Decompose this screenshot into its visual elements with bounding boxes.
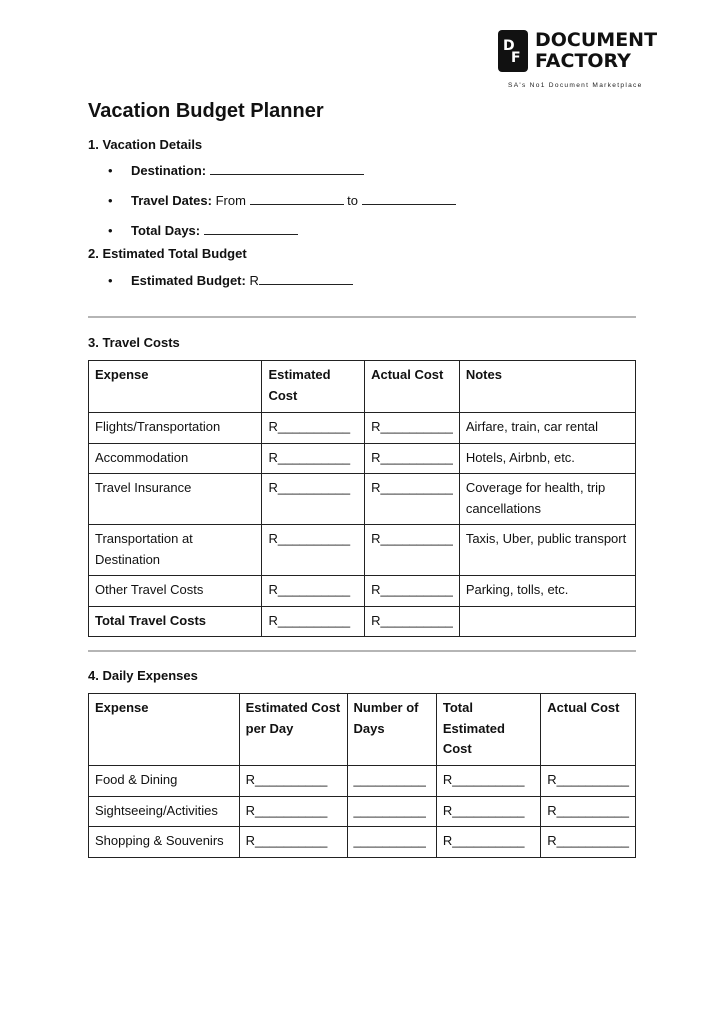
column-header: Actual Cost	[365, 361, 460, 413]
df-logo-icon	[498, 30, 528, 72]
estimated-budget-field[interactable]	[259, 272, 353, 285]
date-to-field[interactable]	[362, 192, 456, 205]
expense-cell: Other Travel Costs	[89, 576, 262, 607]
dates-from-text: From	[215, 193, 246, 208]
date-from-field[interactable]	[250, 192, 344, 205]
notes-cell: Parking, tolls, etc.	[459, 576, 635, 607]
column-header: Total Estimated Cost	[436, 694, 540, 766]
estimated-cost-cell[interactable]: R__________	[262, 606, 365, 637]
travel-costs-table	[88, 360, 636, 637]
table-row	[89, 827, 636, 858]
dates-to-text: to	[347, 193, 358, 208]
column-header: Expense	[89, 361, 262, 413]
table-row	[89, 796, 636, 827]
divider	[88, 650, 636, 652]
cost-per-day-cell[interactable]: R__________	[239, 827, 347, 858]
budget-list	[88, 266, 636, 296]
total-days-item	[88, 216, 636, 246]
destination-field[interactable]	[210, 162, 364, 175]
total-days-label: Total Days:	[131, 223, 201, 238]
table-row	[89, 413, 636, 444]
expense-cell: Food & Dining	[89, 766, 240, 797]
notes-cell: Hotels, Airbnb, etc.	[459, 443, 635, 474]
estimated-cost-cell[interactable]: R__________	[262, 413, 365, 444]
brand-name-line2: FACTORY	[535, 50, 631, 72]
document-body	[88, 96, 636, 858]
actual-cost-cell[interactable]: R__________	[541, 796, 636, 827]
travel-dates-label: Travel Dates:	[131, 193, 212, 208]
section-vacation-details-heading: 1. Vacation Details	[88, 137, 203, 152]
logo-letter-f: F	[511, 50, 521, 66]
expense-cell: Transportation at Destination	[89, 525, 262, 576]
notes-cell: Airfare, train, car rental	[459, 413, 635, 444]
column-header: Notes	[459, 361, 635, 413]
notes-cell: Taxis, Uber, public transport	[459, 525, 635, 576]
estimated-cost-cell[interactable]: R__________	[262, 525, 365, 576]
expense-cell: Shopping & Souvenirs	[89, 827, 240, 858]
total-travel-costs-label: Total Travel Costs	[89, 606, 262, 637]
actual-cost-cell[interactable]: R__________	[541, 766, 636, 797]
table-total-row	[89, 606, 636, 637]
table-row	[89, 474, 636, 525]
notes-cell: Coverage for health, trip cancellations	[459, 474, 635, 525]
estimated-budget-item	[88, 266, 636, 296]
brand-name	[535, 30, 657, 72]
travel-dates-item	[88, 186, 636, 216]
actual-cost-cell[interactable]: R__________	[365, 474, 460, 525]
daily-expenses-table	[88, 693, 636, 858]
actual-cost-cell[interactable]: R__________	[365, 525, 460, 576]
column-header: Actual Cost	[541, 694, 636, 766]
total-estimated-cost-cell[interactable]: R__________	[436, 766, 540, 797]
column-header: Estimated Cost	[262, 361, 365, 413]
destination-item	[88, 156, 636, 186]
divider	[88, 316, 636, 318]
column-header: Number of Days	[347, 694, 436, 766]
page-title: Vacation Budget Planner	[88, 100, 324, 122]
estimated-cost-cell[interactable]: R__________	[262, 576, 365, 607]
logo-letter-d: D	[503, 38, 515, 54]
cost-per-day-cell[interactable]: R__________	[239, 766, 347, 797]
actual-cost-cell[interactable]: R__________	[365, 413, 460, 444]
total-estimated-cost-cell[interactable]: R__________	[436, 827, 540, 858]
table-row	[89, 766, 636, 797]
table-row	[89, 525, 636, 576]
table-row	[89, 576, 636, 607]
section-travel-costs-heading: 3. Travel Costs	[88, 335, 180, 350]
cost-per-day-cell[interactable]: R__________	[239, 796, 347, 827]
vacation-details-list	[88, 156, 636, 246]
expense-cell: Accommodation	[89, 443, 262, 474]
table-row	[89, 443, 636, 474]
expense-cell: Sightseeing/Activities	[89, 796, 240, 827]
section-daily-expenses-heading: 4. Daily Expenses	[88, 668, 198, 683]
actual-cost-cell[interactable]: R__________	[541, 827, 636, 858]
brand-tagline: SA's No1 Document Marketplace	[508, 82, 643, 89]
section-budget-heading: 2. Estimated Total Budget	[88, 246, 247, 261]
number-of-days-cell[interactable]: __________	[347, 827, 436, 858]
table-header-row	[89, 694, 636, 766]
expense-cell: Travel Insurance	[89, 474, 262, 525]
table-header-row	[89, 361, 636, 413]
budget-currency: R	[249, 273, 259, 288]
total-days-field[interactable]	[204, 222, 298, 235]
column-header: Expense	[89, 694, 240, 766]
brand-name-line1: DOCUMENT	[535, 29, 658, 51]
actual-cost-cell[interactable]: R__________	[365, 576, 460, 607]
actual-cost-cell[interactable]: R__________	[365, 606, 460, 637]
estimated-cost-cell[interactable]: R__________	[262, 474, 365, 525]
estimated-budget-label: Estimated Budget:	[131, 273, 246, 288]
actual-cost-cell[interactable]: R__________	[365, 443, 460, 474]
notes-cell	[459, 606, 635, 637]
column-header: Estimated Cost per Day	[239, 694, 347, 766]
total-estimated-cost-cell[interactable]: R__________	[436, 796, 540, 827]
destination-label: Destination:	[131, 163, 207, 178]
number-of-days-cell[interactable]: __________	[347, 796, 436, 827]
number-of-days-cell[interactable]: __________	[347, 766, 436, 797]
estimated-cost-cell[interactable]: R__________	[262, 443, 365, 474]
expense-cell: Flights/Transportation	[89, 413, 262, 444]
